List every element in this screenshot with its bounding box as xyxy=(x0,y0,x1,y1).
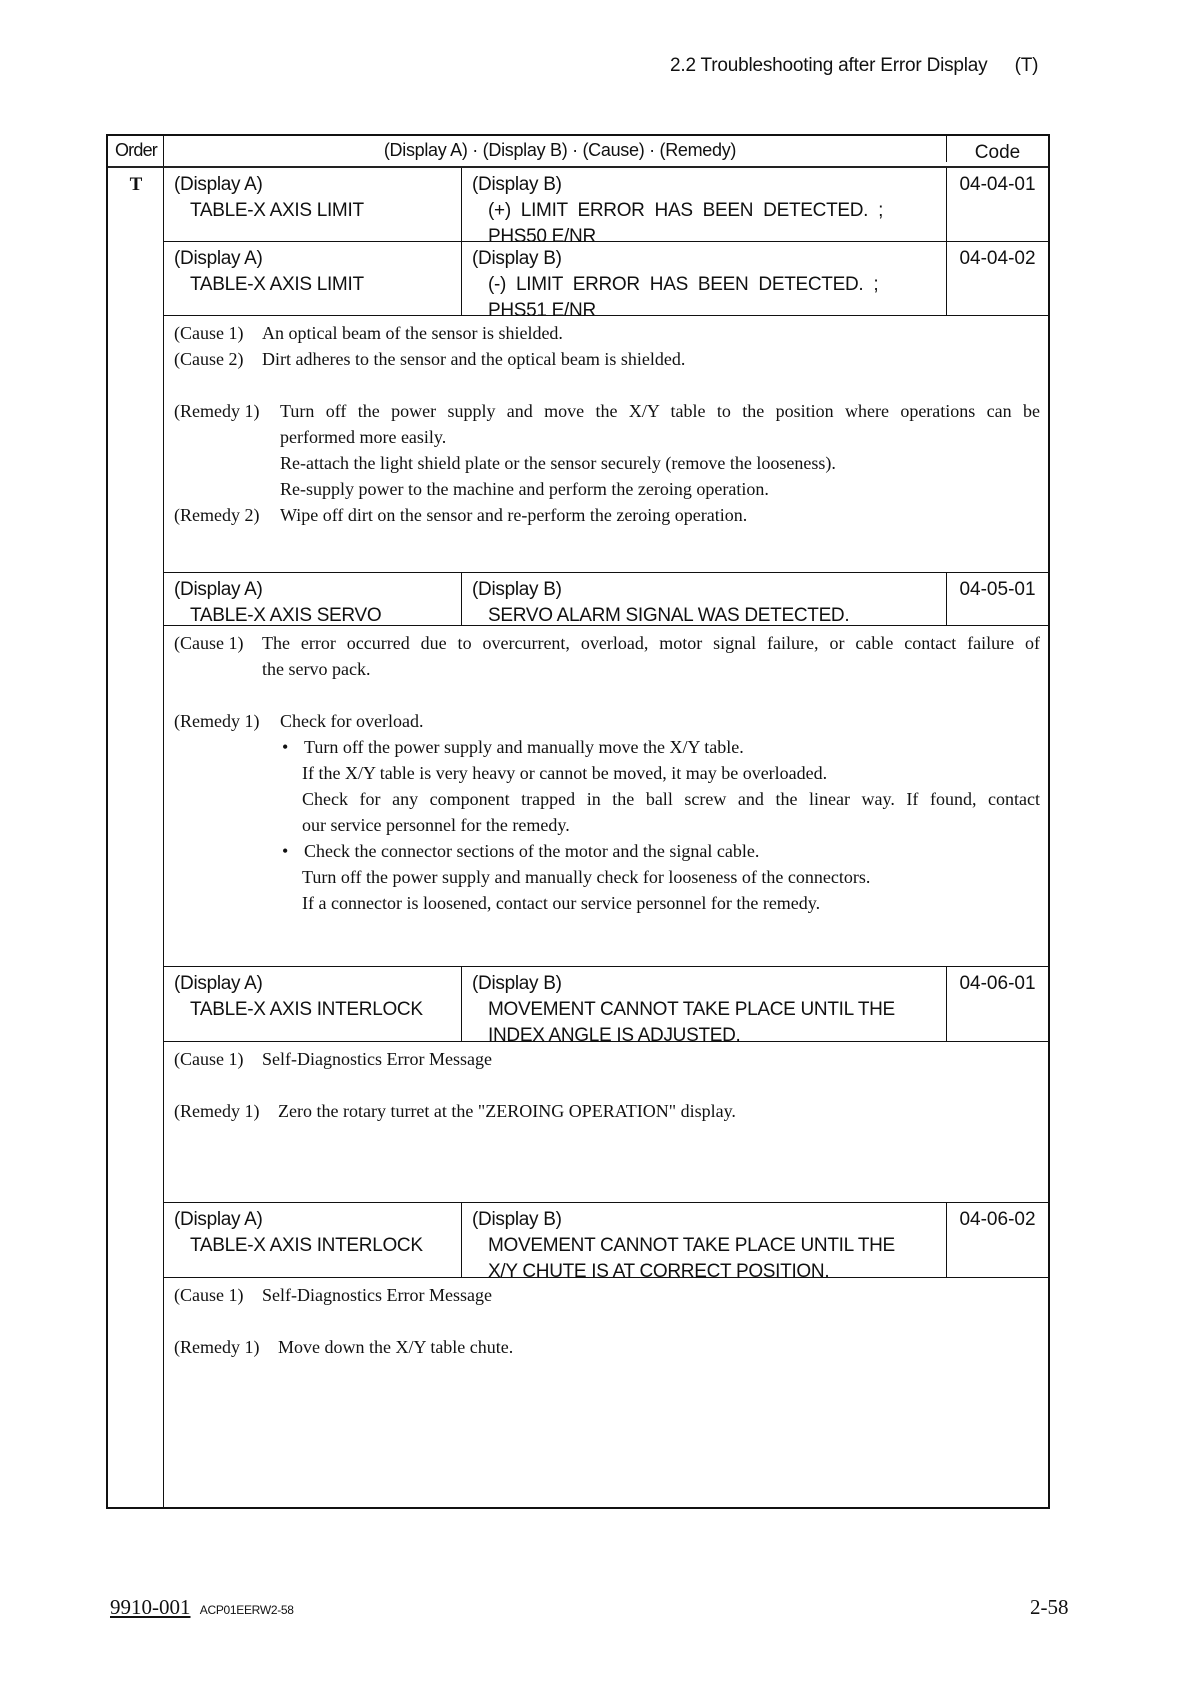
bullet-item xyxy=(174,734,1040,760)
remedy-label: (Remedy 1) xyxy=(174,1337,260,1357)
cause-label: (Cause 1) xyxy=(174,1049,244,1069)
error-code: 04-04-02 xyxy=(946,242,1048,315)
doc-number: 9910-001 xyxy=(110,1595,191,1619)
cause-label: (Cause 1) xyxy=(174,633,244,653)
display-b-label: (Display B) xyxy=(472,248,562,269)
display-b-text: MOVEMENT CANNOT TAKE PLACE UNTIL THE xyxy=(488,1235,895,1256)
display-a-text: TABLE-X AXIS INTERLOCK xyxy=(190,999,423,1020)
display-a-text: TABLE-X AXIS LIMIT xyxy=(190,274,364,295)
cause-text: Dirt adheres to the sensor and the optical beam is shielded. xyxy=(262,349,686,369)
column-header-code: Code xyxy=(946,136,1048,162)
bullet-text: our service personnel for the remedy. xyxy=(302,815,570,835)
display-a-text: TABLE-X AXIS LIMIT xyxy=(190,200,364,221)
display-row xyxy=(164,242,1048,321)
bullet-text: If a connector is loosened, contact our service personnel for the remedy. xyxy=(302,893,821,913)
display-row xyxy=(164,966,1048,1046)
remedy-line xyxy=(174,1334,1040,1360)
cause-line xyxy=(174,320,1040,346)
cause-text: the servo pack. xyxy=(262,659,371,679)
remedy-text: Re-attach the light shield plate or the sensor securely (remove the looseness). xyxy=(280,453,836,473)
remedy-line xyxy=(174,398,1040,424)
display-a-label: (Display A) xyxy=(174,1209,263,1230)
cause-text: An optical beam of the sensor is shielded. xyxy=(262,323,563,343)
error-code: 04-06-01 xyxy=(946,967,1048,1041)
table-header-row xyxy=(108,136,1048,168)
cause-line xyxy=(174,1046,1040,1072)
cause-line xyxy=(174,630,1040,656)
cause-remedy-block xyxy=(164,1278,1048,1498)
bullet-item xyxy=(174,838,1040,864)
display-b-text: PHS51 E/NR xyxy=(488,300,596,321)
remedy-label: (Remedy 1) xyxy=(174,401,260,421)
display-b-text: SERVO ALARM SIGNAL WAS DETECTED. xyxy=(488,605,850,626)
display-b-cell xyxy=(462,1203,946,1282)
display-row xyxy=(164,168,1048,247)
display-b-label: (Display B) xyxy=(472,1209,562,1230)
cause-label: (Cause 1) xyxy=(174,323,244,343)
cause-line xyxy=(174,346,1040,372)
bullet-icon: • xyxy=(282,841,289,861)
cause-remedy-block xyxy=(164,316,1048,572)
cause-label: (Cause 2) xyxy=(174,349,244,369)
display-b-cell xyxy=(462,967,946,1046)
display-a-cell xyxy=(164,168,462,241)
cause-remedy-block xyxy=(164,626,1048,966)
remedy-text: Re-supply power to the machine and perform the zeroing operation. xyxy=(280,479,769,499)
remedy-label: (Remedy 1) xyxy=(174,711,260,731)
cause-text: Self-Diagnostics Error Message xyxy=(262,1285,492,1305)
display-a-cell xyxy=(164,1203,462,1277)
display-b-text: (+) LIMIT ERROR HAS BEEN DETECTED. ; xyxy=(488,200,884,221)
cause-label: (Cause 1) xyxy=(174,1285,244,1305)
display-b-text: PHS50 E/NR xyxy=(488,226,596,247)
section-tag: (T) xyxy=(1014,55,1039,76)
display-a-cell xyxy=(164,242,462,315)
remedy-line xyxy=(174,708,1040,734)
remedy-text: Check for overload. xyxy=(280,711,424,731)
display-b-label: (Display B) xyxy=(472,174,562,195)
footer-doc-id xyxy=(110,1595,294,1620)
section-title: 2.2 Troubleshooting after Error Display xyxy=(670,55,988,76)
remedy-line xyxy=(174,502,1040,528)
display-a-text: TABLE-X AXIS SERVO xyxy=(190,605,382,626)
remedy-text: performed more easily. xyxy=(280,427,447,447)
remedy-text: Zero the rotary turret at the "ZEROING OPERATION" display. xyxy=(278,1101,736,1121)
bullet-text: If the X/Y table is very heavy or cannot be moved, it may be overloaded. xyxy=(302,763,828,783)
bullet-text: Turn off the power supply and manually move the X/Y table. xyxy=(304,737,744,757)
bullet-icon: • xyxy=(282,737,289,757)
error-code: 04-05-01 xyxy=(946,573,1048,625)
bullet-text: Turn off the power supply and manually check for looseness of the connectors. xyxy=(302,867,871,887)
remedy-text: Wipe off dirt on the sensor and re-perform the zeroing operation. xyxy=(280,505,748,525)
bullet-text: Check the connector sections of the motor and the signal cable. xyxy=(304,841,760,861)
display-b-text: X/Y CHUTE IS AT CORRECT POSITION. xyxy=(488,1261,830,1282)
remedy-line xyxy=(174,1098,1040,1124)
display-a-label: (Display A) xyxy=(174,973,263,994)
display-b-cell xyxy=(462,242,946,321)
page-number: 2-58 xyxy=(1030,1595,1069,1619)
cause-line xyxy=(174,1282,1040,1308)
display-row xyxy=(164,1202,1048,1282)
cause-text: The error occurred due to overcurrent, overload, motor signal failure, or cable contact failure of xyxy=(262,633,1040,653)
display-b-text: (-) LIMIT ERROR HAS BEEN DETECTED. ; xyxy=(488,274,879,295)
display-a-cell xyxy=(164,967,462,1041)
display-a-text: TABLE-X AXIS INTERLOCK xyxy=(190,1235,423,1256)
display-a-label: (Display A) xyxy=(174,174,263,195)
cause-text: Self-Diagnostics Error Message xyxy=(262,1049,492,1069)
page-header xyxy=(670,55,1038,77)
display-b-cell xyxy=(462,573,946,625)
error-code: 04-04-01 xyxy=(946,168,1048,241)
order-column xyxy=(108,136,164,1507)
bullet-text: Check for any component trapped in the ball screw and the linear way. If found, contact xyxy=(302,789,1040,809)
display-row xyxy=(164,572,1048,626)
display-a-label: (Display A) xyxy=(174,248,263,269)
display-b-label: (Display B) xyxy=(472,579,562,600)
troubleshooting-table xyxy=(106,134,1050,1509)
doc-code: ACP01EERW2-58 xyxy=(199,1603,294,1617)
display-b-cell xyxy=(462,168,946,247)
display-b-text: MOVEMENT CANNOT TAKE PLACE UNTIL THE xyxy=(488,999,895,1020)
display-b-text: INDEX ANGLE IS ADJUSTED. xyxy=(488,1025,741,1046)
column-header-main: (Display A) · (Display B) · (Cause) · (Remedy) xyxy=(383,140,737,160)
cause-remedy-block xyxy=(164,1042,1048,1202)
order-value: T xyxy=(129,174,143,195)
error-code: 04-06-02 xyxy=(946,1203,1048,1277)
remedy-text: Move down the X/Y table chute. xyxy=(278,1337,514,1357)
display-b-label: (Display B) xyxy=(472,973,562,994)
column-header-order: Order xyxy=(114,140,157,160)
remedy-text: Turn off the power supply and move the X/Y table to the position where operations can be xyxy=(280,401,1040,421)
display-a-cell xyxy=(164,573,462,625)
remedy-label: (Remedy 1) xyxy=(174,1101,260,1121)
display-a-label: (Display A) xyxy=(174,579,263,600)
remedy-label: (Remedy 2) xyxy=(174,505,260,525)
